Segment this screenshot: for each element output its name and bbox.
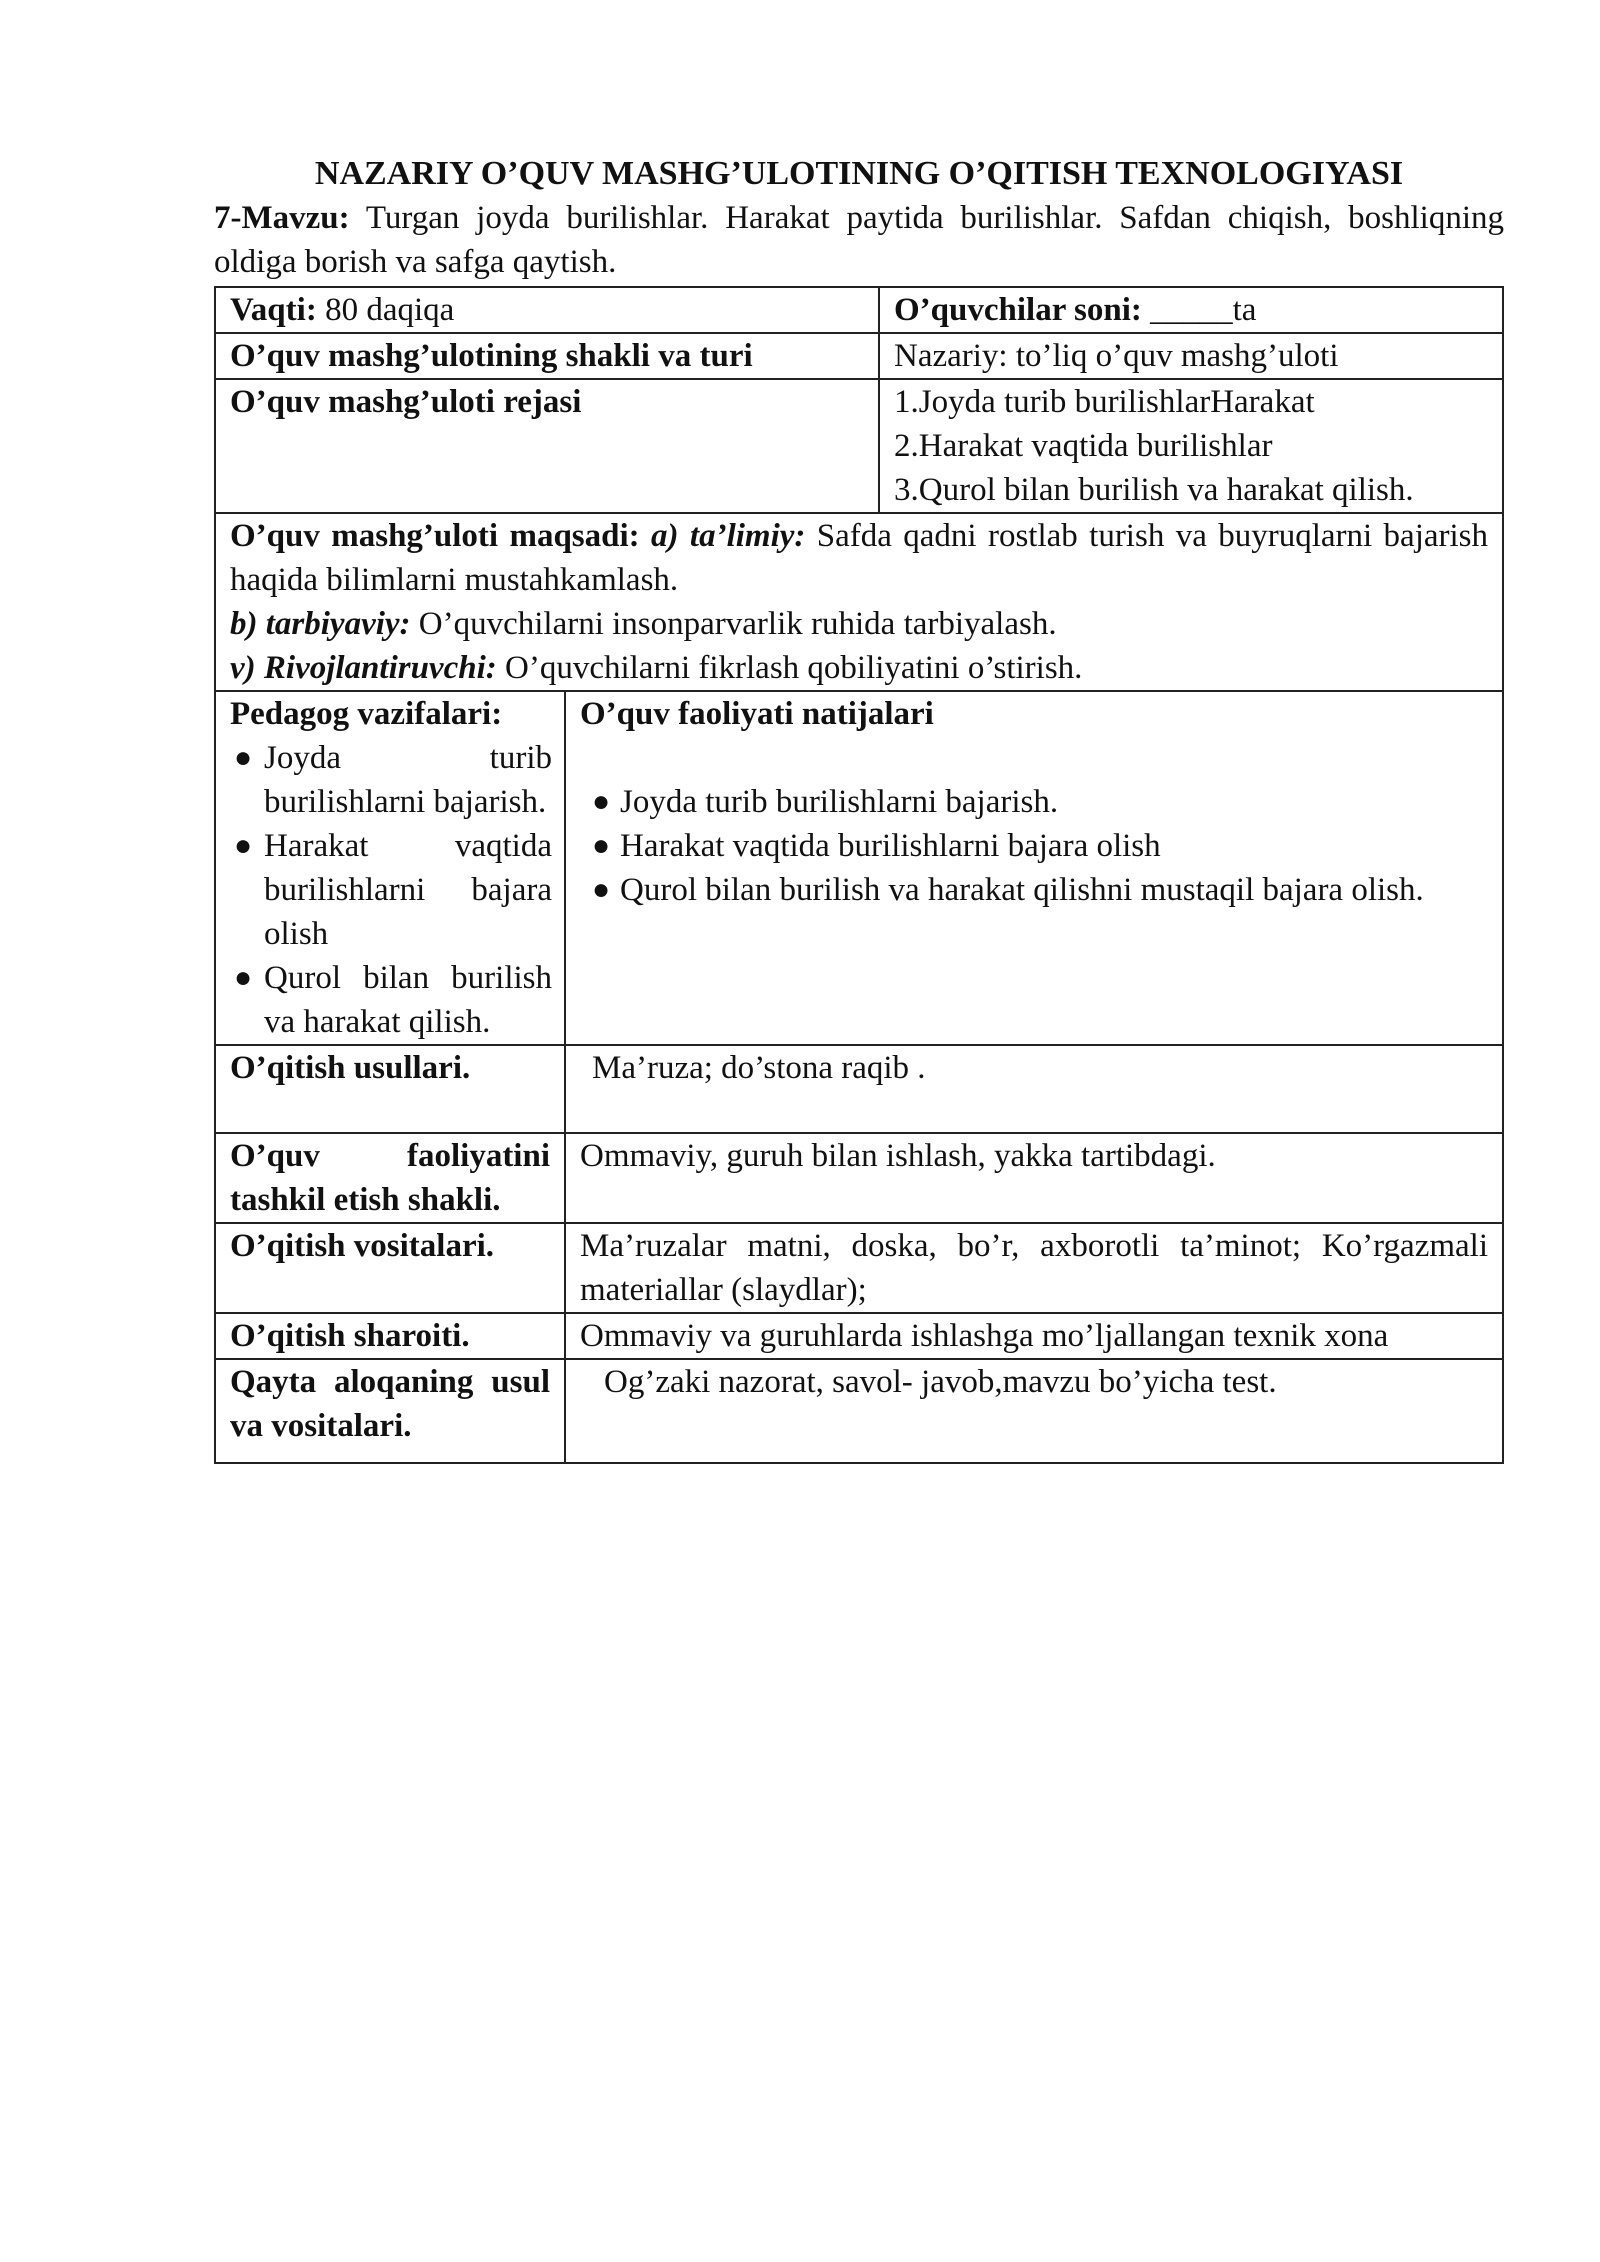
topic-paragraph [214,196,1504,284]
bullet-icon: ● [234,961,253,994]
teacher-task-text: Joyda turib burilishlarni bajarish. [264,740,552,820]
feedback-label: Qayta aloqaning usul va vositalari. [215,1359,565,1463]
teacher-task-text: Qurol bilan burilish va harakat qilish. [264,960,552,1040]
plan-list [879,379,1503,513]
org-value: Ommaviy, guruh bilan ishlash, yakka tartibdagi. [565,1133,1503,1223]
result-item [580,780,1488,824]
bullet-icon: ● [592,873,611,906]
students-cell [879,287,1503,333]
teacher-tasks-cell [215,691,565,1045]
goal-cell [215,513,1503,691]
tasks-row [215,691,1503,1045]
teacher-task-item [230,736,552,824]
conditions-label: O’qitish sharoiti. [215,1313,565,1359]
methods-row [215,1045,1503,1133]
tools-row [215,1223,1503,1313]
form-value: Nazariy: to’liq o’quv mashg’uloti [879,333,1503,379]
topic-text: Turgan joyda burilishlar. Harakat paytida burilishlar. Safdan chiqish, boshliqning oldiga borish va safga qaytish. [214,200,1504,280]
goal-row [215,513,1503,691]
form-row [215,333,1503,379]
bullet-icon: ● [234,829,253,862]
methods-value: Ma’ruza; do’stona raqib . [565,1045,1503,1133]
result-text: Joyda turib burilishlarni bajarish. [620,784,1059,820]
document-title: NAZARIY O’QUV MASHG’ULOTINING O’QITISH TEXNOLOGIYASI [314,155,1404,192]
org-label: O’quv faoliyatini tashkil etish shakli. [215,1133,565,1223]
org-row [215,1133,1503,1223]
goal-b [230,602,1488,646]
goal-label: O’quv mashg’uloti maqsadi: [230,518,640,554]
result-item [580,868,1488,912]
goal-v [230,646,1488,690]
bullet-icon: ● [592,785,611,818]
goal-v-label: v) Rivojlantiruvchi: [230,650,497,686]
goal-v-text: O’quvchilarni fikrlash qobiliyatini o’stirish. [505,650,1083,686]
feedback-value: Og’zaki nazorat, savol- javob,mavzu bo’yicha test. [565,1359,1503,1463]
results-cell [565,691,1503,1045]
conditions-row [215,1313,1503,1359]
bullet-icon: ● [234,741,253,774]
tools-label: O’qitish vositalari. [215,1223,565,1313]
goal-a [230,514,1488,602]
plan-row [215,379,1503,513]
teacher-task-item [230,824,552,956]
topic-label: 7-Mavzu: [214,200,350,236]
time-label: Vaqti: [230,292,317,328]
info-table [214,286,1504,692]
bullet-icon: ● [592,829,611,862]
plan-item: 3.Qurol bilan burilish va harakat qilish. [894,472,1414,508]
methods-label: O’qitish usullari. [215,1045,565,1133]
time-cell [215,287,879,333]
plan-item: 1.Joyda turib burilishlarHarakat [894,384,1315,420]
tools-value: Ma’ruzalar matni, doska, bo’r, axborotli ta’minot; Ko’rgazmali materiallar (slaydlar); [565,1223,1503,1313]
details-table [214,690,1504,1464]
document-page [214,152,1504,1464]
plan-item: 2.Harakat vaqtida burilishlar [894,428,1273,464]
goal-a-label: a) ta’limiy: [651,518,806,554]
goal-a-text: Safda qadni rostlab turish va buyruqlarni bajarish haqida bilimlarni mustahkamlash. [230,518,1489,598]
feedback-row [215,1359,1503,1463]
result-text: Harakat vaqtida burilishlarni bajara olish [620,828,1161,864]
teacher-task-text: Harakat vaqtida burilishlarni bajara olish [264,828,552,952]
form-label: O’quv mashg’ulotining shakli va turi [215,333,879,379]
students-label: O’quvchilar soni: [894,292,1142,328]
plan-label: O’quv mashg’uloti rejasi [215,379,879,513]
result-item [580,824,1488,868]
time-value: 80 daqiqa [325,292,455,328]
result-text: Qurol bilan burilish va harakat qilishni mustaqil bajara olish. [620,872,1424,908]
results-label: O’quv faoliyati natijalari [580,696,934,732]
teacher-task-item [230,956,552,1044]
teacher-tasks-label: Pedagog vazifalari: [230,696,503,732]
goal-b-label: b) tarbiyaviy: [230,606,411,642]
students-value: _____ta [1150,292,1257,328]
conditions-value: Ommaviy va guruhlarda ishlashga mo’ljallangan texnik xona [565,1313,1503,1359]
time-row [215,287,1503,333]
goal-b-text: O’quvchilarni insonparvarlik ruhida tarbiyalash. [418,606,1057,642]
